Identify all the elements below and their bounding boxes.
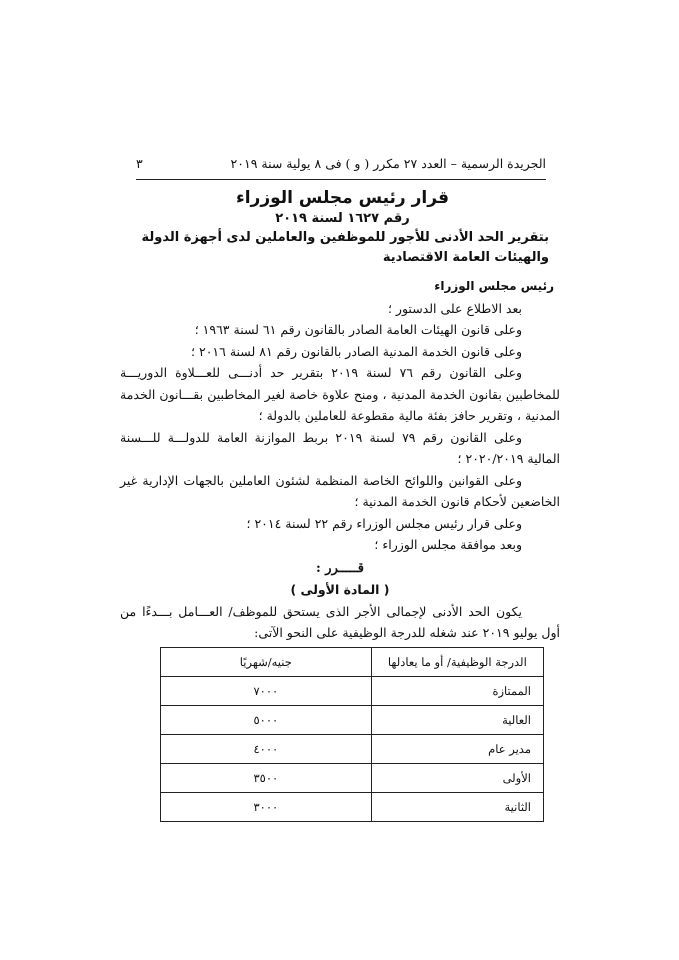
decree-word: قـــــرر : (315, 560, 365, 576)
table-header-row (161, 648, 544, 677)
grade-cell: العالية (371, 706, 543, 735)
publication-info: الجريدة الرسمية – العدد ٢٧ مكرر ( و ) فى ٨ يولية سنة ٢٠١٩ (230, 156, 546, 171)
preamble-line: وعلى القوانين واللوائح الخاصة المنظمة لشئون العاملين بالجهات الإدارية غير الخاضعين لأحكام قانون الخدمة المدنية ؛ (120, 472, 560, 509)
amount-cell: ٧٠٠٠ (161, 677, 372, 706)
decree-subject-line-1: بتقرير الحد الأدنى للأجور للموظفين والعاملين لدى أجهزة الدولة (141, 230, 549, 245)
grade-cell: مدير عام (371, 735, 543, 764)
running-header (136, 156, 546, 171)
table-row (161, 764, 544, 793)
article-text: يكون الحد الأدنى لإجمالى الأجر الذى يستحق للموظف/ العـــامل بـــدءًا من أول يوليو ٢٠١٩ عند شغله للدرجة الوظيفية على النحو الآتى: (120, 603, 560, 640)
preamble-line: وعلى القانون رقم ٧٩ لسنة ٢٠١٩ بربط الموازنة العامة للدولـــة للـــسنة المالية ٢٠٢٠/٢٠١٩ ؛ (120, 429, 560, 466)
decree-number: رقم ١٦٢٧ لسنة ٢٠١٩ (275, 211, 410, 226)
amount-cell: ٣٠٠٠ (161, 793, 372, 822)
grade-cell: الممتازة (371, 677, 543, 706)
decree-body (120, 276, 560, 644)
preamble-line: وعلى القانون رقم ٧٦ لسنة ٢٠١٩ بتقرير حد أدنـــى للعـــلاوة الدوريـــة للمخاطبين بقانون الخدمة المدنية ، ومنح علاوة خاصة لغير المخاطبين بقـــانون الخدمة المدنية ، وتقرير حافز بفئة مالية مقطوعة للعاملين بالدولة ؛ (120, 365, 560, 423)
page-number: ٣ (136, 156, 143, 171)
header-divider (136, 179, 546, 180)
grade-column-header: الدرجة الوظيفية/ أو ما يعادلها (371, 648, 543, 677)
amount-column-header: جنيه/شهريًا (161, 648, 372, 677)
preamble-line: وعلى قانون الهيئات العامة الصادر بالقانون رقم ٦١ لسنة ١٩٦٣ ؛ (194, 322, 522, 337)
amount-cell: ٣٥٠٠ (161, 764, 372, 793)
preamble-line: وبعد موافقة مجلس الوزراء ؛ (374, 537, 522, 552)
preamble-line: بعد الاطلاع على الدستور ؛ (387, 300, 522, 316)
decree-title: قرار رئيس مجلس الوزراء (236, 188, 449, 208)
signatory-heading: رئيس مجلس الوزراء (434, 279, 554, 293)
grade-cell: الثانية (371, 793, 543, 822)
preamble-line: وعلى قانون الخدمة المدنية الصادر بالقانون رقم ٨١ لسنة ٢٠١٦ ؛ (191, 343, 522, 359)
table-row (161, 735, 544, 764)
decree-subject-line-2: والهيئات العامة الاقتصادية (382, 250, 549, 265)
table-row (161, 793, 544, 822)
grade-cell: الأولى (371, 764, 543, 793)
preamble-line: وعلى قرار رئيس مجلس الوزراء رقم ٢٢ لسنة ٢٠١٤ ؛ (246, 515, 522, 531)
decree-title-block (120, 186, 565, 268)
amount-cell: ٤٠٠٠ (161, 735, 372, 764)
table-row (161, 706, 544, 735)
article-title: ( المادة الأولى ) (290, 582, 390, 597)
amount-cell: ٥٠٠٠ (161, 706, 372, 735)
minimum-wage-table (160, 647, 544, 822)
table-row (161, 677, 544, 706)
